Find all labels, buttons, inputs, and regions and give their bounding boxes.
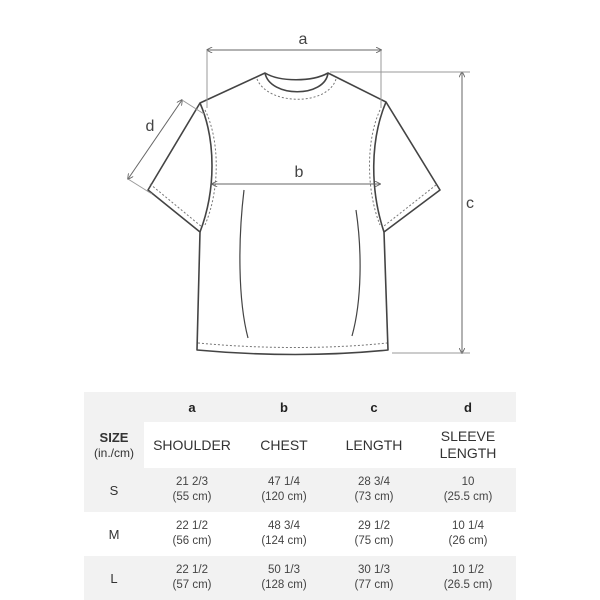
- header-text: SLEEVE: [440, 428, 496, 444]
- column-letter: c: [328, 392, 420, 422]
- table-row: [84, 512, 516, 556]
- size-name: S: [84, 468, 144, 512]
- cm-value: (75 cm): [354, 535, 394, 547]
- inch-value: 50 1/3: [268, 564, 300, 576]
- table-letter-row: [84, 392, 516, 422]
- inch-value: 28 3/4: [358, 476, 390, 488]
- inch-value: 22 1/2: [176, 520, 208, 532]
- table-cell: [240, 468, 328, 512]
- table-cell: [328, 468, 420, 512]
- cm-value: (26.5 cm): [443, 579, 493, 591]
- column-letter: b: [240, 392, 328, 422]
- inch-value: 47 1/4: [268, 476, 300, 488]
- inch-value: 48 3/4: [268, 520, 300, 532]
- tshirt-measurement-diagram: [84, 0, 516, 392]
- cm-value: (73 cm): [354, 491, 394, 503]
- tshirt-stitching: [150, 79, 436, 348]
- cm-value: (77 cm): [354, 579, 394, 591]
- table-cell: [240, 512, 328, 556]
- table-corner: [84, 392, 144, 422]
- tshirt-outline: [145, 73, 440, 355]
- table-cell: [144, 512, 240, 556]
- table-cell: [240, 556, 328, 600]
- column-header-length: [328, 422, 420, 468]
- inch-value: 21 2/3: [176, 476, 208, 488]
- column-header-shoulder: [144, 422, 240, 468]
- table-cell: [328, 556, 420, 600]
- inch-value: 30 1/3: [358, 564, 390, 576]
- table-cell: [144, 468, 240, 512]
- inch-value: 10: [461, 476, 475, 488]
- cm-value: (55 cm): [172, 491, 212, 503]
- table-cell: [328, 512, 420, 556]
- header-text: SHOULDER: [153, 436, 231, 453]
- dimension-a-label: a: [298, 31, 308, 48]
- column-header-sleeve-length: [420, 422, 516, 468]
- dimension-d-label: d: [145, 118, 155, 135]
- table-cell: [420, 468, 516, 512]
- cm-value: (128 cm): [261, 579, 307, 591]
- cm-value: (57 cm): [172, 579, 212, 591]
- inch-value: 10 1/4: [452, 520, 484, 532]
- cm-value: (26 cm): [448, 535, 488, 547]
- header-text: LENGTH: [439, 445, 497, 461]
- table-header-row: [84, 422, 516, 468]
- size-label: SIZE: [99, 430, 129, 445]
- cm-value: (124 cm): [261, 535, 307, 547]
- size-name: M: [84, 512, 144, 556]
- header-text: LENGTH: [345, 436, 403, 453]
- table-cell: [144, 556, 240, 600]
- table-cell: [420, 512, 516, 556]
- table-cell: [420, 556, 516, 600]
- column-header-chest: [240, 422, 328, 468]
- column-letter: a: [144, 392, 240, 422]
- size-column-header: [84, 422, 144, 468]
- dimension-c-label: c: [466, 195, 474, 212]
- inch-value: 10 1/2: [452, 564, 484, 576]
- cm-value: (25.5 cm): [443, 491, 493, 503]
- size-name: L: [84, 556, 144, 600]
- size-table: [84, 392, 516, 600]
- header-text: CHEST: [260, 436, 308, 453]
- unit-label: (in./cm): [94, 446, 134, 460]
- cm-value: (56 cm): [172, 535, 212, 547]
- inch-value: 29 1/2: [358, 520, 390, 532]
- dimension-c: [330, 72, 470, 353]
- column-letter: d: [420, 392, 516, 422]
- table-row: [84, 556, 516, 600]
- cm-value: (120 cm): [261, 491, 307, 503]
- table-row: [84, 468, 516, 512]
- dimension-b-label: b: [294, 164, 304, 181]
- inch-value: 22 1/2: [176, 564, 208, 576]
